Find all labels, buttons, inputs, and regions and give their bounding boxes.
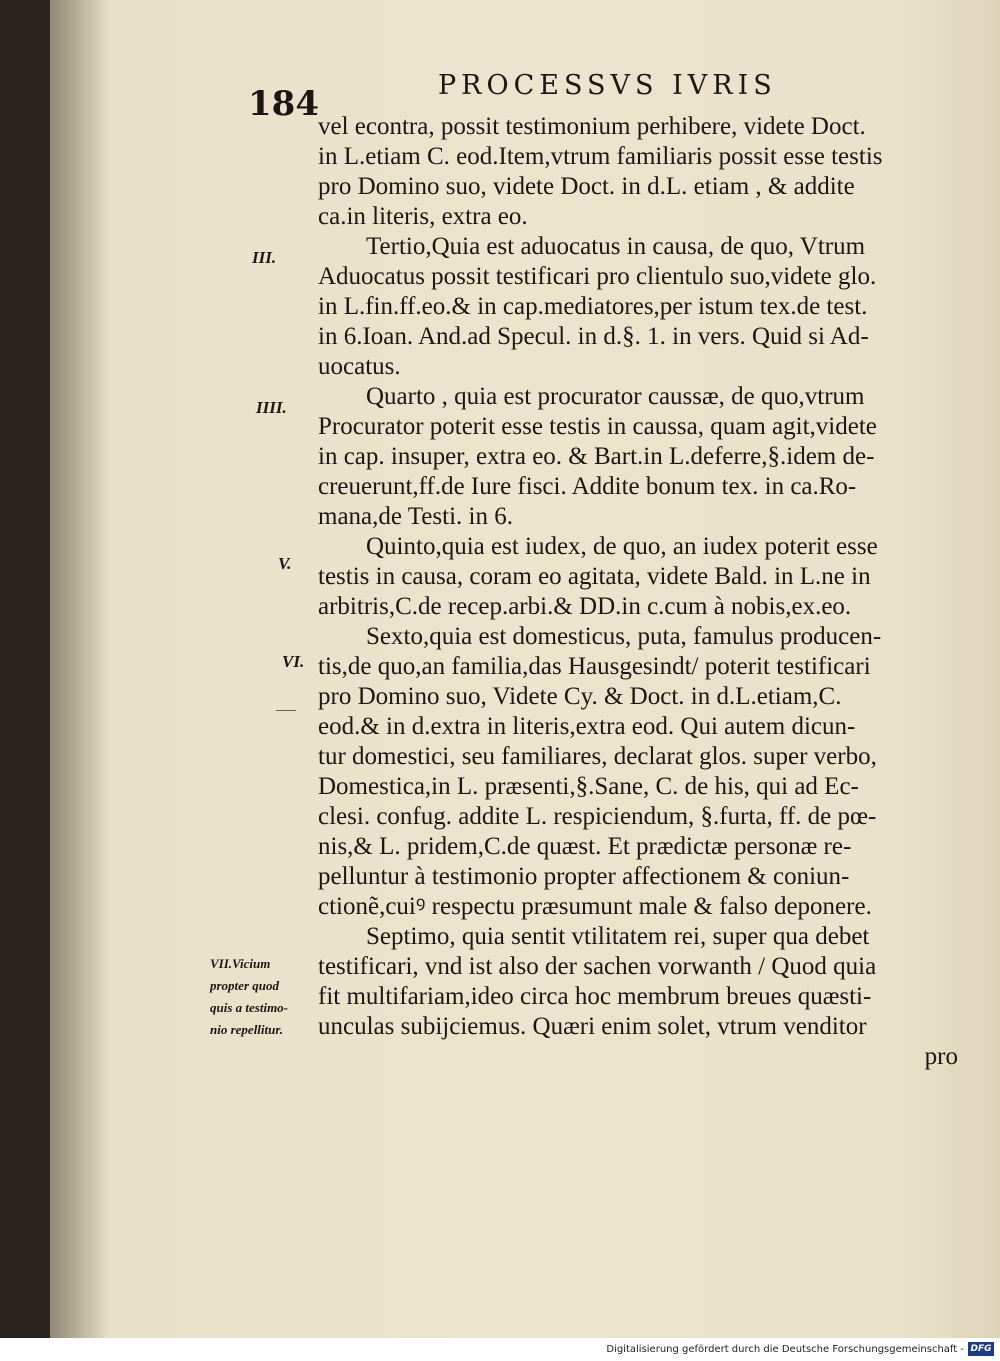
text-line: pro Domino suo, Videte Cy. & Doct. in d.L.etiam,C. bbox=[318, 683, 842, 710]
text-line: in cap. insuper, extra eo. & Bart.in L.deferre,§.idem de- bbox=[318, 443, 875, 470]
text-line: Domestica,in L. præsenti,§.Sane, C. de his, qui ad Ec- bbox=[318, 773, 859, 800]
text-line: in L.fin.ff.eo.& in cap.mediatores,per istum tex.de test. bbox=[318, 293, 868, 320]
text-line: creuerunt,ff.de Iure fisci. Addite bonum tex. in ca.Ro- bbox=[318, 473, 857, 500]
margin-numeral-6: VI. bbox=[282, 652, 305, 671]
text-line: pro Domino suo, videte Doct. in d.L. etiam , & addite bbox=[318, 173, 855, 200]
text-line: in L.etiam C. eod.Item,vtrum familiaris possit esse testis bbox=[318, 143, 883, 170]
text-line: pelluntur à testimonio propter affectionem & coniun- bbox=[318, 863, 850, 890]
margin-note-line: quis a testimo- bbox=[210, 1000, 289, 1015]
catchword: pro bbox=[924, 1043, 958, 1070]
text-line: eod.& in d.extra in literis,extra eod. Qui autem dicun- bbox=[318, 713, 856, 740]
margin-note-line: nio repellitur. bbox=[210, 1022, 283, 1037]
text-line: nis,& L. pridem,C.de quæst. Et prædictæ personæ re- bbox=[318, 833, 852, 860]
text-line: fit multifariam,ideo circa hoc membrum breues quæsti- bbox=[318, 983, 872, 1010]
text-line: Aduocatus possit testificari pro clientulo suo,videte glo. bbox=[318, 263, 877, 290]
body-text bbox=[318, 112, 960, 1072]
text-line: Tertio,Quia est aduocatus in causa, de quo, Vtrum bbox=[366, 233, 866, 260]
running-title: PROCESSVS IVRIS bbox=[438, 70, 777, 101]
text-line: unculas subijciemus. Quæri enim solet, vtrum venditor bbox=[318, 1013, 867, 1040]
text-line: Quarto , quia est procurator caussæ, de quo,vtrum bbox=[366, 383, 865, 410]
text-line: vel econtra, possit testimonium perhibere, videte Doct. bbox=[318, 113, 866, 140]
margin-numeral-5: V. bbox=[278, 554, 292, 573]
binding-shadow bbox=[50, 0, 110, 1338]
dfg-logo: DFG bbox=[968, 1342, 994, 1356]
funding-notice: Digitalisierung gefördert durch die Deutsche Forschungsgemeinschaft - bbox=[606, 1344, 964, 1355]
margin-note-line: propter quod bbox=[210, 978, 279, 993]
margin-dash-mark bbox=[276, 710, 296, 711]
page-number: 184 bbox=[248, 84, 319, 124]
text-line: ctionẽ,cuiꝰ respectu præsumunt male & falso deponere. bbox=[318, 893, 872, 920]
text-line: ca.in literis, extra eo. bbox=[318, 203, 528, 230]
text-line: Procurator poterit esse testis in caussa, quam agit,videte bbox=[318, 413, 877, 440]
margin-numeral-3: III. bbox=[252, 248, 277, 267]
text-line: arbitris,C.de recep.arbi.& DD.in c.cum à nobis,ex.eo. bbox=[318, 593, 852, 620]
text-line: testis in causa, coram eo agitata, videte Bald. in L.ne in bbox=[318, 563, 871, 590]
text-line: Sexto,quia est domesticus, puta, famulus producen- bbox=[366, 623, 882, 650]
text-line: mana,de Testi. in 6. bbox=[318, 503, 513, 530]
text-line: in 6.Ioan. And.ad Specul. in d.§. 1. in vers. Quid si Ad- bbox=[318, 323, 869, 350]
digitization-footer bbox=[0, 1338, 1000, 1361]
text-line: testificari, vnd ist also der sachen vorwanth / Quod quia bbox=[318, 953, 877, 980]
text-line: Quinto,quia est iudex, de quo, an iudex poterit esse bbox=[366, 533, 878, 560]
text-line: tur domestici, seu familiares, declarat glos. super verbo, bbox=[318, 743, 877, 770]
text-line: clesi. confug. addite L. respiciendum, §.furta, ff. de pœ- bbox=[318, 803, 877, 830]
text-line: Septimo, quia sentit vtilitatem rei, super qua debet bbox=[366, 923, 870, 950]
text-line: uocatus. bbox=[318, 353, 401, 380]
margin-numeral-4: IIII. bbox=[256, 398, 287, 417]
margin-note-line: VII.Vicium bbox=[210, 956, 271, 971]
text-line: tis,de quo,an familia,das Hausgesindt/ poterit testificari bbox=[318, 653, 871, 680]
